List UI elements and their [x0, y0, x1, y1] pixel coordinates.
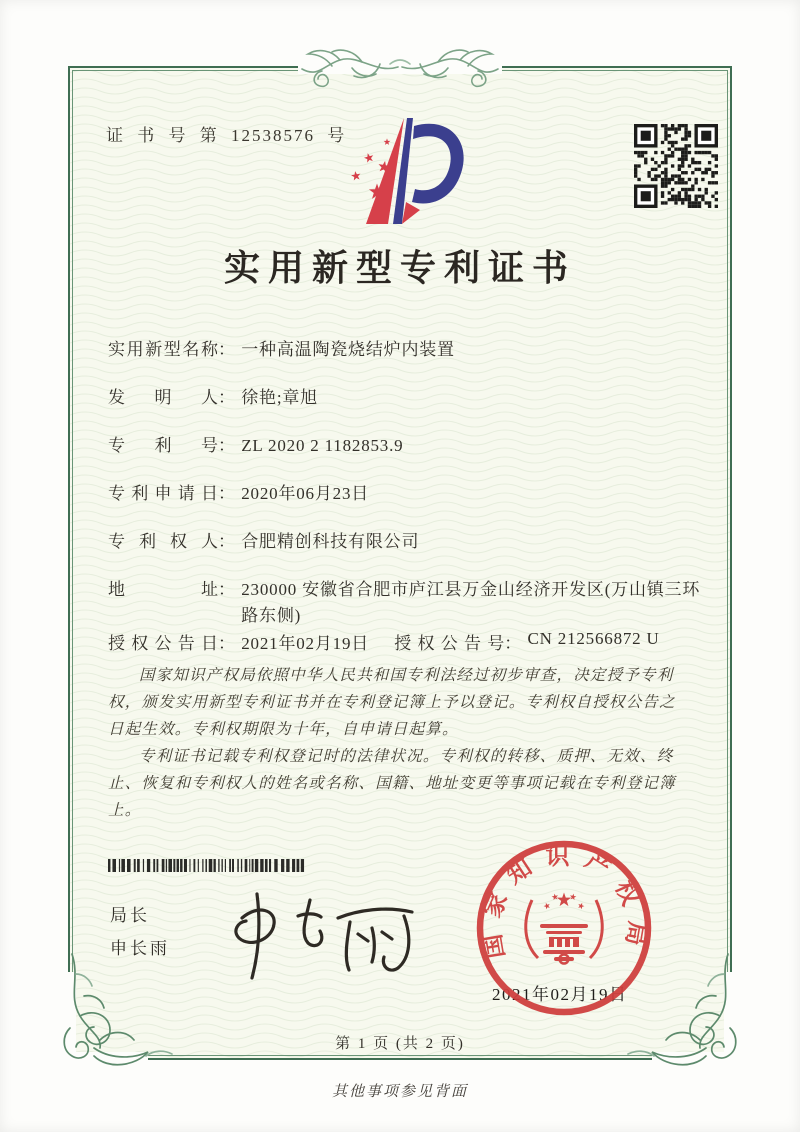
- legal-statement: [108, 662, 692, 824]
- field-address: 地址： 230000 安徽省合肥市庐江县万金山经济开发区(万山镇三环路东侧): [108, 577, 715, 629]
- field-value: 徐艳;章旭: [241, 388, 318, 407]
- grant-date-pair: 授权公告日： 2021年02月19日: [108, 629, 390, 654]
- national-emblem: [526, 893, 603, 964]
- legal-paragraph-1: 国家知识产权局依照中华人民共和国专利法经过初步审查，决定授予专利权，颁发实用新型专利证书并在专利登记簿上予以登记。专利权自授权公告之日起生效。专利权期限为十年，自申请日起算。: [108, 667, 676, 738]
- field-label: 发明人: [108, 388, 218, 407]
- field-value: ZL 2020 2 1182853.9: [241, 436, 404, 455]
- field-value: 合肥精创科技有限公司: [241, 532, 420, 551]
- field-label: 实用新型名称: [108, 340, 218, 359]
- commissioner-signature: [226, 886, 421, 984]
- qr-code: [634, 124, 718, 208]
- field-label: 地址: [108, 580, 218, 599]
- legal-paragraph-2: 专利证书记载专利权登记时的法律状况。专利权的转移、质押、无效、终止、恢复和专利权人的姓名或名称、国籍、地址变更等事项记载在专利登记簿上。: [108, 748, 676, 819]
- field-value: 一种高温陶瓷烧结炉内装置: [241, 340, 455, 359]
- field-utility-model-name: 实用新型名称： 一种高温陶瓷烧结炉内装置: [108, 337, 455, 362]
- certificate-title: 实用新型专利证书: [223, 248, 576, 288]
- page-number: 第 1 页 (共 2 页): [335, 1036, 465, 1052]
- field-patentee: 专利权人： 合肥精创科技有限公司: [108, 529, 419, 554]
- cnipa-logo: [336, 112, 476, 234]
- commissioner-title: 局长: [110, 906, 150, 925]
- seal-date: 2021年02月19日: [492, 985, 628, 1004]
- field-inventor: 发明人： 徐艳;章旭: [108, 385, 318, 410]
- field-label: 专利号: [108, 436, 218, 455]
- field-patent-number: 专利号： ZL 2020 2 1182853.9: [108, 433, 403, 458]
- field-label: 专利权人: [108, 532, 218, 551]
- barcode: [108, 859, 308, 872]
- grant-number-value: CN 212566872 U: [527, 629, 660, 648]
- seal-text: 国家知识产权局: [478, 843, 650, 961]
- field-value: 2020年06月23日: [241, 484, 370, 503]
- national-ip-office-seal: [474, 838, 654, 1018]
- field-filing-date: 专利申请日： 2020年06月23日: [108, 481, 369, 506]
- field-value: 230000 安徽省合肥市庐江县万金山经济开发区(万山镇三环路东侧): [241, 580, 701, 625]
- field-label: 专利申请日: [108, 484, 218, 503]
- grant-announcement-row: [108, 629, 660, 654]
- other-items-note: 其他事项参见背面: [331, 1084, 468, 1100]
- grant-date-value: 2021年02月19日: [241, 634, 370, 653]
- grant-number-pair: 授权公告号： CN 212566872 U: [394, 629, 660, 653]
- commissioner-name: 申长雨: [110, 939, 170, 958]
- grant-number-label: 授权公告号: [394, 634, 505, 653]
- grant-date-label: 授权公告日: [108, 634, 218, 653]
- certificate-number: 证 书 号 第 12538576 号: [106, 126, 347, 145]
